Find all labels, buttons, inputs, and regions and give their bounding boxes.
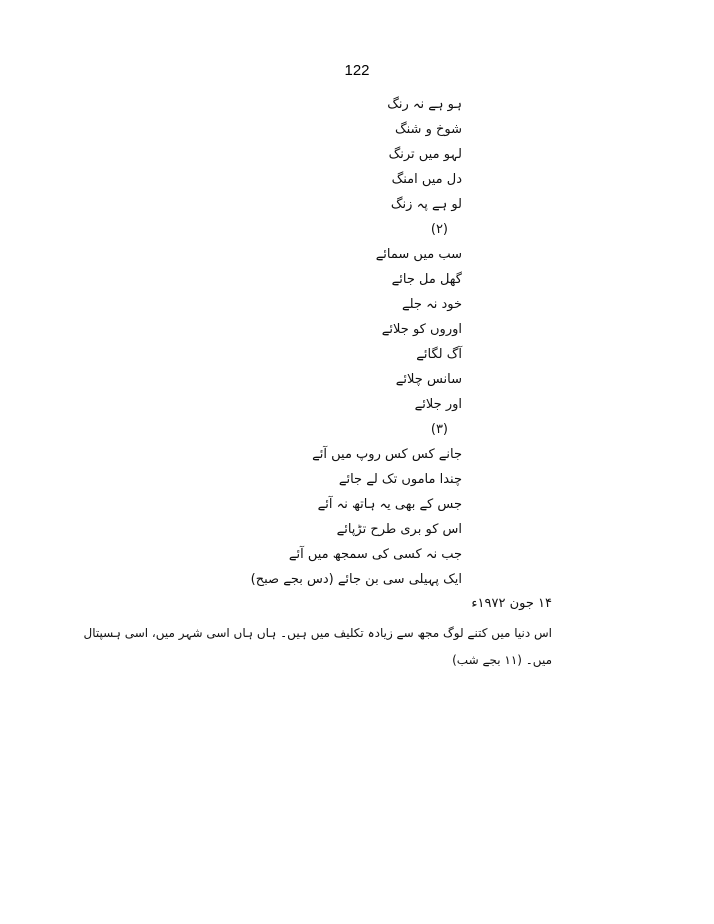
poem-line: اور جلائے	[414, 397, 462, 412]
poem-line: دل میں امنگ	[391, 172, 462, 187]
poem-line: چندا ماموں تک لے جائے	[338, 472, 462, 487]
page-number: 122	[344, 62, 370, 79]
poem-line: آگ لگائے	[416, 347, 462, 362]
diary-entry-line: میں۔ (۱۱ بجے شب)	[452, 653, 552, 667]
poem-line: ہو ہے نہ رنگ	[387, 97, 462, 112]
diary-date: ۱۴ جون ۱۹۷۲ء	[471, 596, 552, 611]
poem-line: جس کے بھی یہ ہاتھ نہ آئے	[317, 497, 462, 512]
poem-line: اس کو بری طرح تڑپائے	[336, 522, 462, 537]
diary-entry	[83, 620, 552, 674]
poem-line: شوخ و شنگ	[395, 122, 462, 137]
poem-line: جب نہ کسی کی سمجھ میں آئے	[288, 547, 462, 562]
poem-line: جانے کس کس روپ میں آئے	[312, 447, 462, 462]
diary-entry-line: اس دنیا میں کتنے لوگ مجھ سے زیادہ تکلیف میں ہیں۔ ہاں ہاں اسی شہر میں، اسی ہسپتال	[83, 626, 552, 640]
poem-line: ایک پہیلی سی بن جائے (دس بجے صبح)	[250, 572, 462, 587]
poem-line: لہو میں ترنگ	[388, 147, 462, 162]
section-number: (۲)	[430, 222, 448, 237]
poem-line: اوروں کو جلائے	[381, 322, 462, 337]
poem-line: لو ہے پہ زنگ	[390, 197, 462, 212]
poem-line: گھل مل جائے	[391, 272, 462, 287]
section-number: (۳)	[430, 422, 448, 437]
poem-line: سانس چلائے	[395, 372, 462, 387]
poem-line: خود نہ جلے	[402, 297, 462, 312]
poem-line: سب میں سمائے	[375, 247, 462, 262]
poem-block	[182, 92, 462, 592]
